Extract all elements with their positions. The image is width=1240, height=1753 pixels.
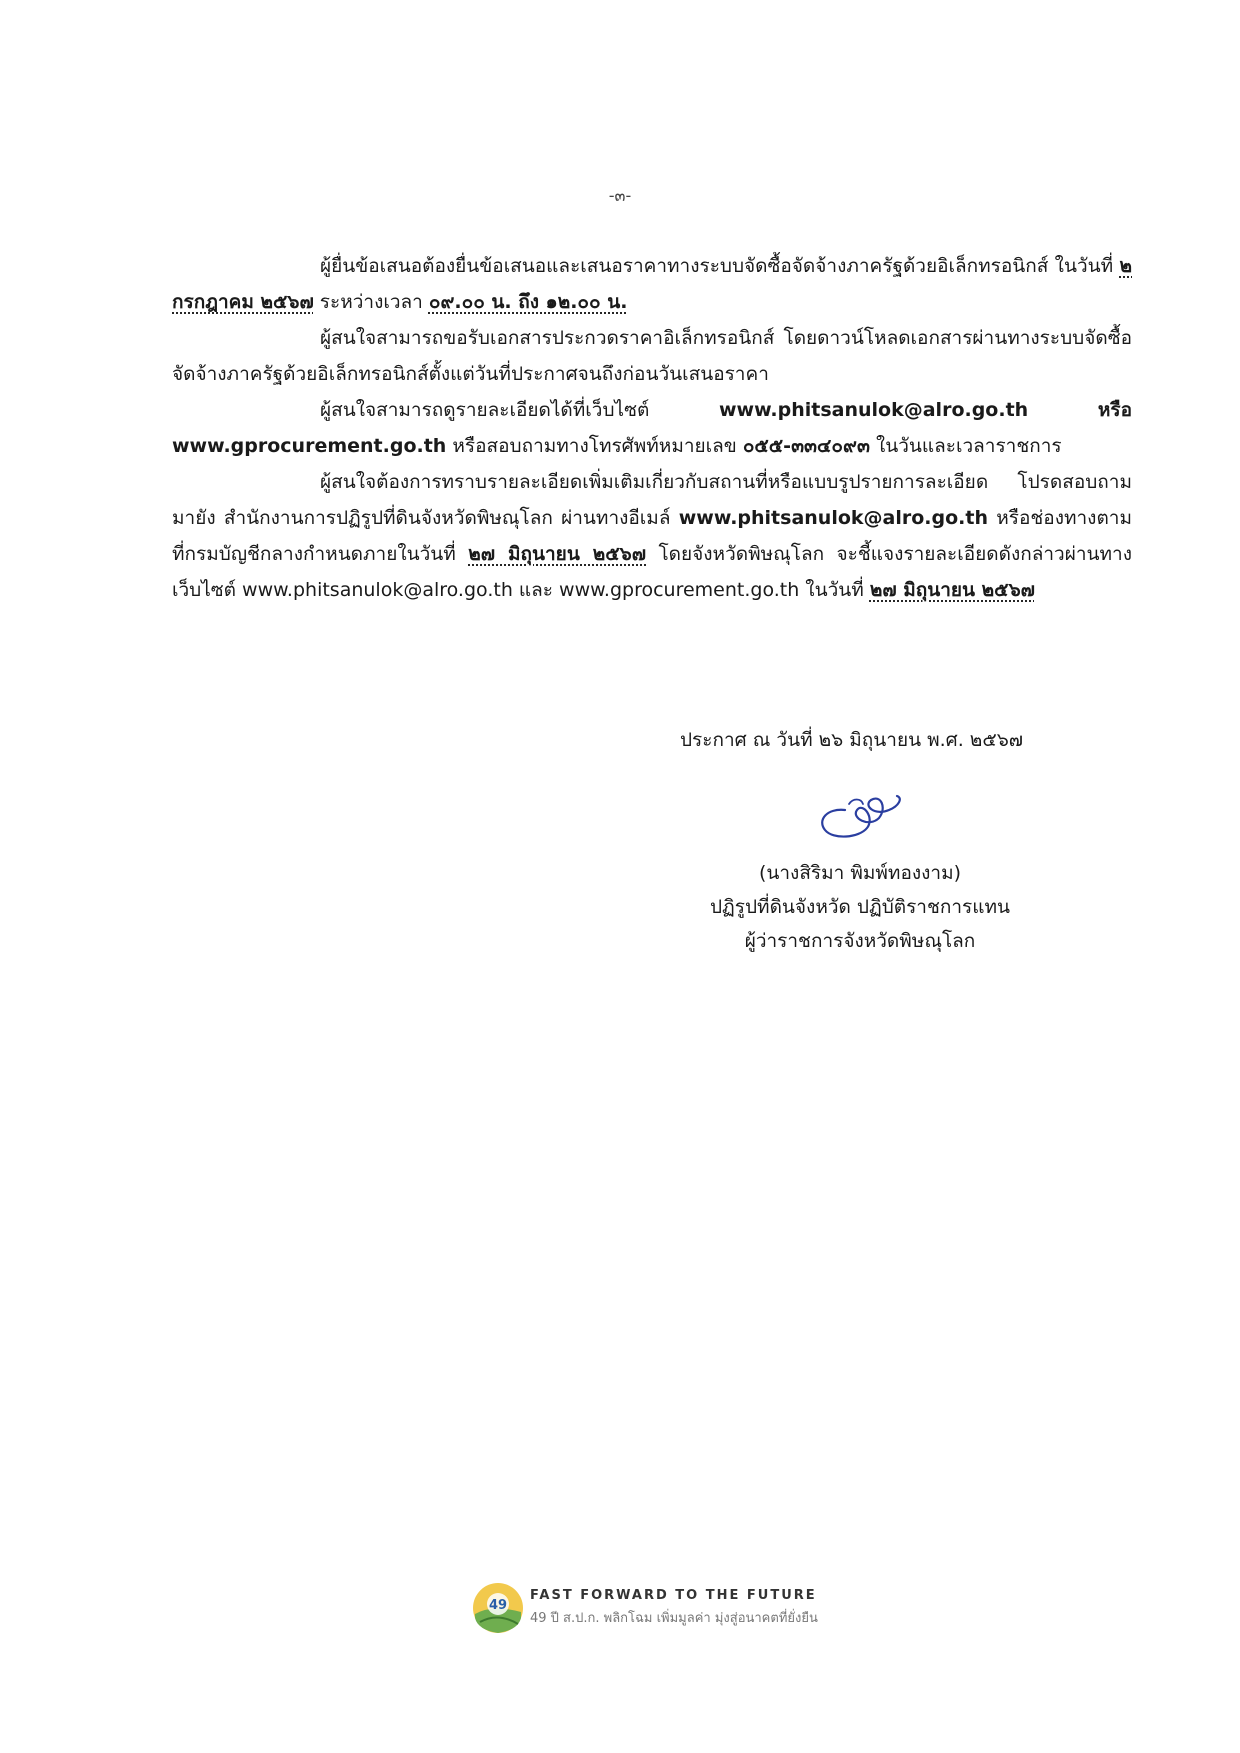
details-clarification-text: โดยจังหวัดพิษณุโลก จะชี้แจงรายละเอียดดังกล่าวผ่านทางเว็บไซต์ www.phitsanulok@alro.go.th และ www.gprocurement.go.th ในวันที่ [172, 543, 1132, 601]
website-link-gprocurement[interactable]: www.gprocurement.go.th [172, 435, 447, 457]
office-hours-text: ในวันและเวลาราชการ [875, 435, 1062, 457]
website-link-alro[interactable]: www.phitsanulok@alro.go.th [718, 399, 1029, 421]
footer-slogan: FAST FORWARD TO THE FUTURE [530, 1588, 817, 1603]
submission-time-label: ระหว่างเวลา [319, 291, 423, 313]
footer-subtitle: 49 ปี ส.ป.ก. พลิกโฉม เพิ่มมูลค่า มุ่งสู่อนาคตที่ยั่งยืน [530, 1611, 818, 1626]
email-link[interactable]: www.phitsanulok@alro.go.th [678, 507, 988, 529]
submission-text: ผู้ยื่นข้อเสนอต้องยื่นข้อเสนอและเสนอราคาทางระบบจัดซื้อจัดจ้างภาครัฐด้วยอิเล็กทรอนิกส์ ในวันที่ [320, 255, 1114, 277]
or-text: หรือ [1097, 399, 1132, 421]
logo-number: 49 [488, 1598, 508, 1613]
page-number: -๓- [608, 186, 632, 205]
anniversary-logo-icon [472, 1582, 524, 1634]
contact-text: ผู้สนใจสามารถดูรายละเอียดได้ที่เว็บไซต์ [320, 399, 650, 421]
handwritten-signature [805, 788, 915, 848]
paragraph-details [172, 464, 1132, 608]
details-deadline-date: ๒๗ มิถุนายน ๒๕๖๗ [468, 543, 647, 565]
submission-date: ๒ กรกฎาคม ๒๕๖๗ [172, 255, 1132, 313]
signer-name: (นางสิริมา พิมพ์ทองงาม) [758, 862, 962, 884]
details-deadline-label: หรือช่องทางตามที่กรมบัญชีกลางกำหนดภายในวันที่ [172, 507, 1132, 565]
signer-acting-for: ผู้ว่าราชการจังหวัดพิษณุโลก [744, 930, 976, 952]
announcement-body [172, 248, 1132, 608]
signer-position: ปฏิรูปที่ดินจังหวัด ปฏิบัติราชการแทน [709, 896, 1011, 918]
signature-block [660, 788, 1060, 958]
phone-number: ๐๕๕-๓๓๔๐๙๓ [742, 435, 870, 457]
footer-banner [472, 1582, 818, 1634]
submission-time: ๐๙.๐๐ น. ถึง ๑๒.๐๐ น. [428, 291, 628, 313]
paragraph-submission [172, 248, 1132, 320]
paragraph-download: ผู้สนใจสามารถขอรับเอกสารประกวดราคาอิเล็กทรอนิกส์ โดยดาวน์โหลดเอกสารผ่านทางระบบจัดซื้อจัดจ้างภาครัฐด้วยอิเล็กทรอนิกส์ตั้งแต่วันที่ประกาศจนถึงก่อนวันเสนอราคา [172, 327, 1132, 385]
paragraph-contact [172, 392, 1132, 464]
phone-label: หรือสอบถามทางโทรศัพท์หมายเลข [452, 435, 737, 457]
announcement-date: ประกาศ ณ วันที่ ๒๖ มิถุนายน พ.ศ. ๒๕๖๗ [680, 729, 1024, 751]
details-clarification-date: ๒๗ มิถุนายน ๒๕๖๗ [869, 579, 1035, 601]
details-text: ผู้สนใจต้องการทราบรายละเอียดเพิ่มเติมเกี่ยวกับสถานที่หรือแบบรูปรายการละเอียด โปรดสอบถามมายัง สำนักงานการปฏิรูปที่ดินจังหวัดพิษณุโลก ผ่านทางอีเมล์ [172, 471, 1132, 529]
